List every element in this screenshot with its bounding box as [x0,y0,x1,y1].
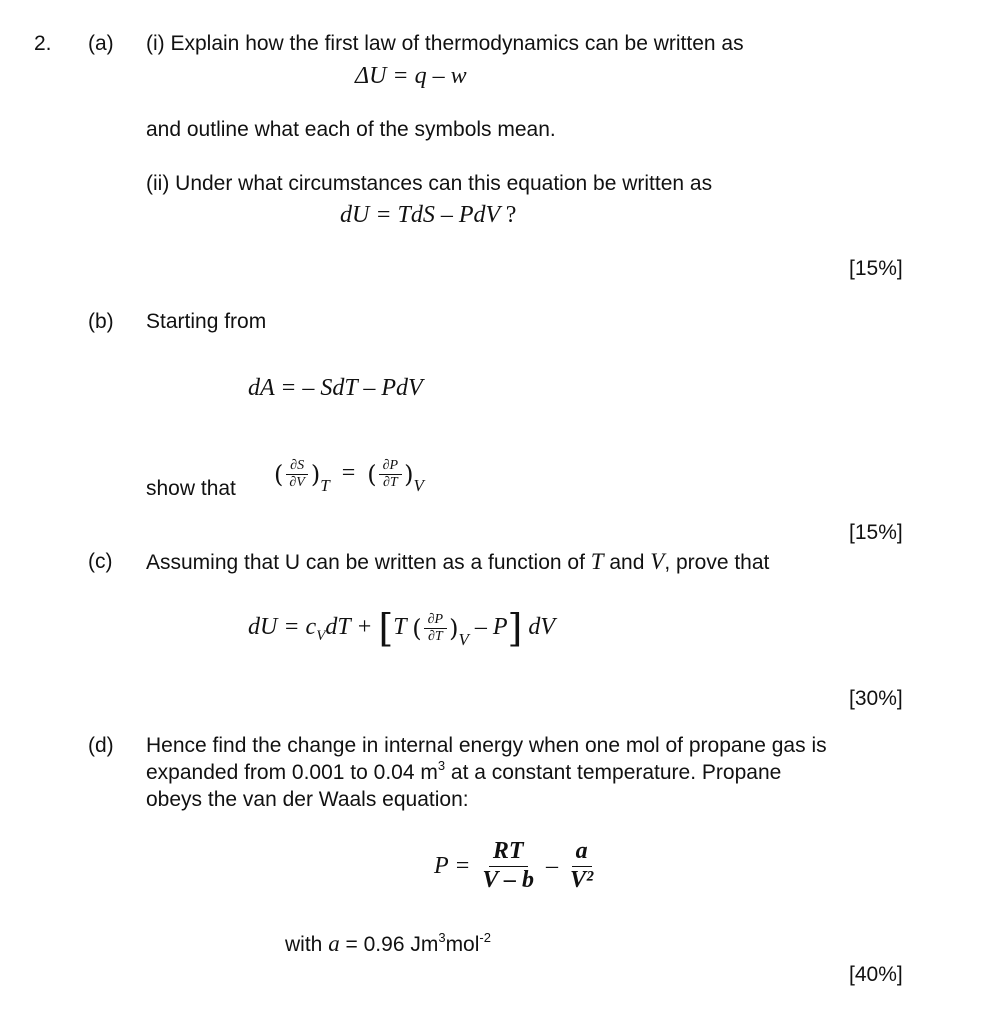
part-d-line3: obeys the van der Waals equation: [146,788,469,811]
eq-c-minusP: – P [468,614,508,641]
frac-dP: ∂P [379,458,402,475]
eq-c-dP: ∂P [424,612,447,629]
question-number: 2. [34,32,52,55]
equation-first-law: ΔU = q – w [355,63,467,89]
eq-c-T: T [393,614,407,641]
part-b-marks: [15%] [849,521,903,544]
part-a-label: (a) [88,32,114,55]
vdw-minus: – [546,853,558,880]
part-c-T: T [590,549,604,574]
vdw-a-unit: mol [445,933,480,956]
eq-c-dV: dV [528,614,556,641]
eq-c-cv-sub: V [316,628,326,645]
part-b-label: (b) [88,310,114,333]
part-d-line2b: at a constant temperature. Propane [445,761,782,784]
part-a-ii-prompt: (ii) Under what circumstances can this equation be written as [146,172,713,195]
part-c-label: (c) [88,550,113,573]
eq-c-lhs: dU = c [248,614,317,641]
part-c-text-b: , prove that [664,551,770,574]
part-d-line1: Hence find the change in internal energy when one mol of propane gas is [146,734,827,757]
vdw-RT: RT [489,838,528,867]
sub-T: T [320,476,330,496]
part-d-label: (d) [88,734,114,757]
equation-fundamental-body: dU = TdS – PdV [340,202,500,228]
part-a-marks: [15%] [849,257,903,280]
part-c-and: and [603,551,651,574]
part-d-line2a: expanded from 0.001 to 0.04 m [146,761,438,784]
frac-dT: ∂T [383,475,398,491]
part-d-line2 [146,760,781,786]
equation-helmholtz: dA = – SdT – PdV [248,375,423,401]
vdw-P: P = [434,853,471,880]
maxwell-equals: = [341,460,356,487]
vdw-a: a [572,838,592,867]
part-c-marks: [30%] [849,687,903,710]
sub-V: V [413,476,424,496]
part-c-prompt [146,549,769,576]
vdw-a-var: a [328,931,340,956]
equation-internal-energy: dU = $c_VdT + [T$ ( $\frac{\partial P}{\partial T}$ )$_V - P$] dV [248,606,556,651]
part-c-text-a: Assuming that U can be written as a function of [146,551,591,574]
frac-dS: ∂S [286,458,308,475]
eq-c-sub-V: V [458,630,469,650]
frac-dV: ∂V [289,475,305,491]
eq-c-dT: ∂T [427,629,443,645]
vdw-V2: V² [570,866,594,893]
part-b-show: show that [146,477,236,500]
eq-c-mid: dT + [325,614,379,641]
vdw-a-val: = 0.96 Jm [339,933,439,956]
vdw-a-sup1: 3 [438,930,446,945]
maxwell-relation: ( $\frac{\partial S}{\partial V}$ )$_T$ = ( $\frac{\partial P}{\partial T}$ )$_V$ [274,458,424,496]
vdw-a-sup2: -2 [479,930,491,945]
part-d-line2-sup: 3 [437,758,446,773]
van-der-waals-equation [434,838,599,894]
equation-fundamental [340,201,516,229]
part-b-start: Starting from [146,310,267,333]
vdw-constant [285,931,491,958]
vdw-with: with [285,933,329,956]
part-c-V: V [650,549,665,574]
part-a-outline: and outline what each of the symbols mean. [146,118,556,141]
vdw-Vb: V – b [482,866,534,893]
equation-fundamental-qmark: ? [505,202,517,228]
part-d-marks: [40%] [849,963,903,986]
part-a-i-prompt: (i) Explain how the first law of thermodynamics can be written as [146,32,744,55]
